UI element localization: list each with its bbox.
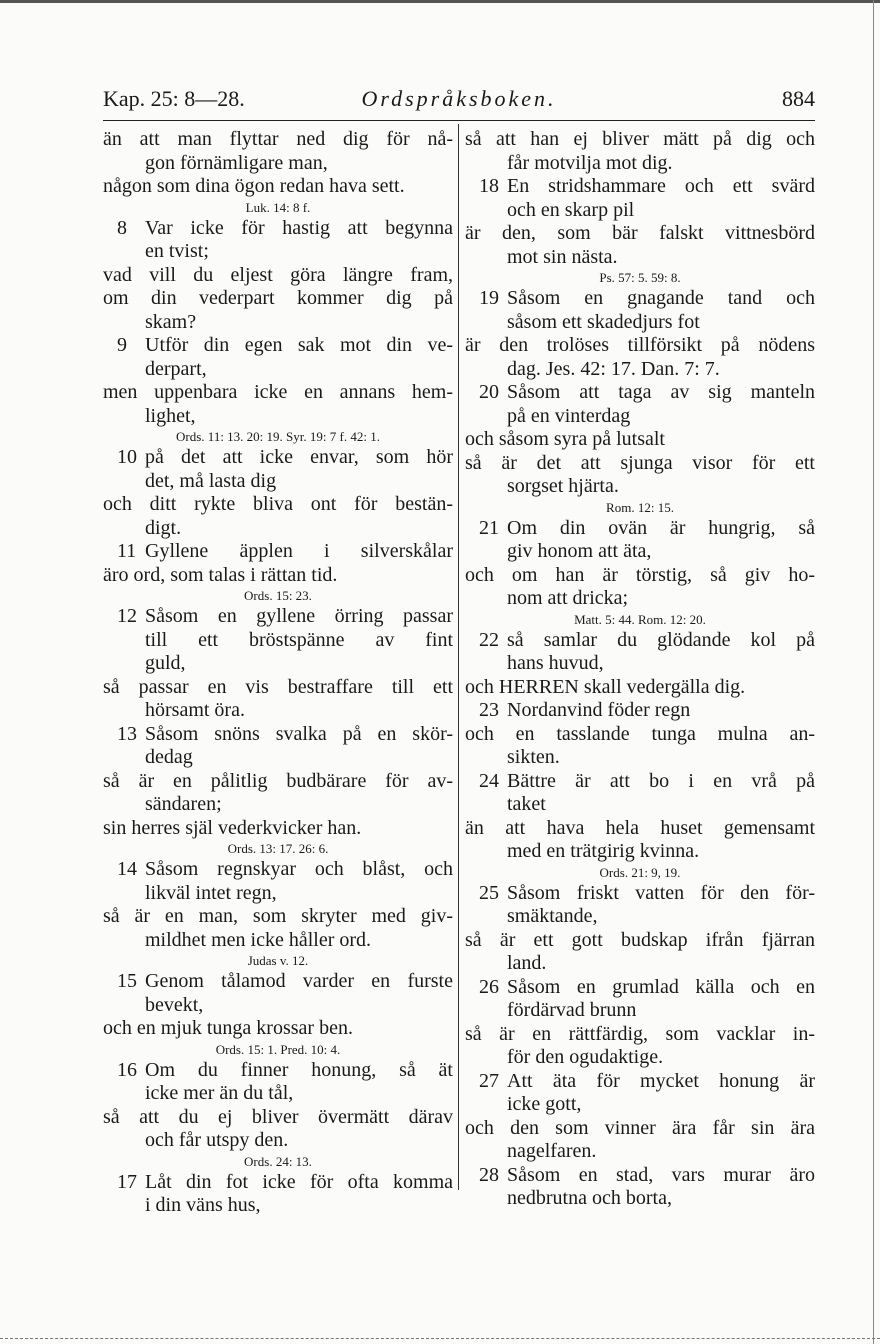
chapter-reference: Kap. 25: 8—28. (103, 86, 245, 111)
cross-reference: Matt. 5: 44. Rom. 12: 20. (574, 611, 706, 627)
cross-reference: Ords. 15: 1. Pred. 10: 4. (215, 1041, 341, 1057)
text-line (465, 540, 815, 564)
verse-number: 26 (479, 975, 499, 998)
line-text: gon förnämligare man, (145, 151, 328, 174)
verse-line (465, 1070, 815, 1094)
text-line (465, 475, 815, 499)
line-text: sorgset hjärta. (507, 475, 619, 497)
line-text: Låt din fot icke för ofta komma (145, 1170, 453, 1193)
header-rule (103, 120, 815, 121)
text-line (103, 652, 453, 676)
line-text: på det att icke envar, som hör (145, 446, 453, 468)
line-text: så samlar du glödande kol på (507, 628, 815, 651)
verse-line (465, 175, 815, 199)
line-text: smäktande, (507, 905, 598, 927)
line-text: det, må lasta dig (145, 469, 277, 492)
text-line (103, 676, 453, 700)
line-text: och en mjuk tunga krossar ben. (103, 1017, 353, 1039)
verse-line (103, 540, 453, 564)
line-text: sikten. (507, 746, 560, 768)
line-text: lighet, (145, 404, 196, 427)
page-bottom-edge (0, 1338, 880, 1340)
line-text: får motvilja mot dig. (507, 151, 673, 174)
line-text: Utför din egen sak mot din ve- (145, 334, 453, 356)
line-text: Såsom en stad, vars murar äro (507, 1163, 815, 1186)
text-line (465, 405, 815, 429)
verse-line (465, 770, 815, 794)
line-text: Gyllene äpplen i silverskålar (145, 540, 453, 562)
line-text: hörsamt öra. (145, 699, 245, 721)
line-text: Var icke för hastig att begynna (145, 216, 453, 239)
line-text: nedbrutna och borta, (507, 1187, 672, 1209)
verse-line (465, 882, 815, 906)
verse-number: 14 (117, 858, 137, 880)
text-line (103, 564, 453, 588)
text-line (465, 1046, 815, 1070)
line-text: så är det att sjunga visor för ett (465, 451, 815, 474)
line-text: dag. Jes. 42: 17. Dan. 7: 7. (507, 357, 720, 380)
cross-reference: Ords. 15: 23. (244, 588, 312, 603)
line-text: såsom ett skadedjurs fot (507, 310, 700, 333)
verse-line (465, 381, 815, 405)
line-text: till ett bröstspänne av fint (145, 628, 453, 651)
text-line (103, 1082, 453, 1106)
line-text: mildhet men icke håller ord. (145, 928, 372, 951)
text-line (465, 587, 815, 611)
verse-line (465, 976, 815, 1000)
line-text: och HERREN skall vedergälla dig. (465, 675, 746, 698)
line-text: derpart, (145, 357, 207, 380)
cross-reference: Judas v. 12. (247, 953, 309, 968)
text-line (465, 334, 815, 358)
line-text: och en tasslande tunga mulna an- (465, 722, 815, 745)
line-text: Om din ovän är hungrig, så (507, 516, 815, 539)
line-text: så är en rättfärdig, som vacklar in- (465, 1022, 815, 1045)
verse-number: 21 (479, 516, 499, 539)
line-text: sin herres själ vederkvicker han. (103, 816, 362, 839)
line-text: är den trolöses tillförsikt på nödens (465, 334, 815, 356)
line-text: Såsom friskt vatten för den för- (507, 881, 815, 904)
page-right-edge (873, 0, 874, 1344)
text-line (465, 905, 815, 929)
line-text: om din vederpart kommer dig på (103, 287, 453, 309)
text-line (103, 152, 453, 176)
verse-line (103, 1059, 453, 1083)
text-line (465, 222, 815, 246)
line-text: och den som vinner ära får sin ära (465, 1116, 815, 1139)
text-line (465, 929, 815, 953)
verse-number: 22 (479, 628, 499, 651)
line-text: för den ogudaktige. (507, 1046, 664, 1068)
text-line (103, 817, 453, 841)
line-text: land. (507, 952, 547, 974)
verse-number: 16 (117, 1058, 137, 1081)
verse-line (103, 1171, 453, 1195)
text-line (103, 358, 453, 382)
line-text: och såsom syra på lutsalt (465, 428, 665, 450)
verse-number: 27 (479, 1069, 499, 1092)
text-line (103, 311, 453, 335)
text-line (103, 994, 453, 1018)
text-line (465, 817, 815, 841)
line-text: med en trätgirig kvinna. (507, 840, 700, 862)
text-line (465, 128, 815, 152)
verse-number: 18 (479, 175, 499, 197)
text-line (103, 905, 453, 929)
text-line (103, 793, 453, 817)
verse-line (103, 217, 453, 241)
text-line (465, 311, 815, 335)
text-line (465, 564, 815, 588)
line-text: mot sin nästa. (507, 245, 618, 268)
verse-number: 20 (479, 381, 499, 403)
right-column (465, 128, 815, 1211)
text-line (103, 240, 453, 264)
line-text: så att du ej bliver övermätt därav (103, 1105, 453, 1128)
line-text: och en skarp pil (507, 198, 635, 221)
text-line (465, 952, 815, 976)
line-text: så passar en vis bestraffare till ett (103, 675, 453, 698)
text-line (103, 629, 453, 653)
line-text: och om han är törstig, så giv ho- (465, 563, 815, 586)
text-line (465, 999, 815, 1023)
text-line (465, 428, 815, 452)
line-text: är den, som bär falskt vittnesbörd (465, 222, 815, 244)
line-text: bevekt, (145, 993, 204, 1016)
line-text: Såsom att taga av sig manteln (507, 381, 815, 403)
line-text: nom att dricka; (507, 587, 629, 609)
line-text: taket (507, 793, 546, 815)
verse-line (103, 970, 453, 994)
verse-number: 15 (117, 970, 137, 992)
verse-number: 17 (117, 1170, 137, 1193)
line-text: någon som dina ögon redan hava sett. (103, 175, 405, 197)
text-line (103, 493, 453, 517)
verse-number: 25 (479, 881, 499, 904)
line-text: Genom tålamod varder en furste (145, 970, 453, 992)
text-line (103, 287, 453, 311)
line-text: hans huvud, (507, 652, 604, 674)
line-text: skam? (145, 310, 197, 333)
line-text: på en vinterdag (507, 404, 631, 427)
verse-number: 8 (117, 216, 127, 239)
cross-reference: Rom. 12: 15. (606, 499, 674, 515)
cross-reference: Ords. 24: 13. (244, 1153, 312, 1169)
line-text: dedag (145, 746, 193, 768)
line-text: fördärvad brunn (507, 999, 637, 1021)
text-line (465, 246, 815, 270)
cross-reference: Ps. 57: 5. 59: 8. (599, 270, 681, 285)
text-line (465, 199, 815, 223)
verse-line (103, 446, 453, 470)
line-text: icke mer än du tål, (145, 1082, 294, 1104)
text-line (103, 1106, 453, 1130)
verse-number: 24 (479, 769, 499, 792)
line-text: än att hava hela huset gemensamt (465, 816, 815, 839)
text-line (465, 746, 815, 770)
verse-number: 10 (117, 446, 137, 468)
line-text: icke gott, (507, 1093, 582, 1115)
line-text: en tvist; (145, 240, 209, 262)
line-text: giv honom att äta, (507, 540, 652, 562)
verse-line (103, 334, 453, 358)
text-line (103, 1129, 453, 1153)
line-text: Bättre är att bo i en vrå på (507, 769, 815, 792)
line-text: och får utspy den. (145, 1129, 289, 1151)
line-text: men uppenbara icke en annans hem- (103, 381, 453, 403)
line-text: Såsom en gyllene örring passar (145, 605, 453, 627)
line-text: så är en man, som skryter med giv- (103, 905, 453, 927)
verse-line (465, 1164, 815, 1188)
verse-line (465, 699, 815, 723)
text-line (103, 770, 453, 794)
text-line (103, 175, 453, 199)
line-text: så att han ej bliver mätt på dig och (465, 128, 815, 150)
line-text: nagelfaren. (507, 1140, 597, 1162)
text-line (465, 1140, 815, 1164)
text-line (465, 793, 815, 817)
line-text: sändaren; (145, 793, 222, 815)
line-text: Att äta för mycket honung är (507, 1069, 815, 1092)
text-line (465, 676, 815, 700)
running-header (103, 86, 815, 120)
line-text: än att man flyttar ned dig för nå- (103, 128, 453, 150)
text-line (103, 929, 453, 953)
cross-reference: Luk. 14: 8 f. (245, 199, 311, 215)
page-number: 884 (782, 86, 815, 111)
line-text: så är en pålitlig budbärare för av- (103, 769, 453, 792)
text-line (103, 381, 453, 405)
line-text: och ditt rykte bliva ont för bestän- (103, 493, 453, 515)
line-text: Nordanvind föder regn (507, 699, 691, 721)
text-line (465, 840, 815, 864)
verse-line (103, 605, 453, 629)
verse-line (103, 723, 453, 747)
verse-number: 9 (117, 334, 127, 356)
left-column (103, 128, 453, 1218)
text-line (103, 405, 453, 429)
text-line (103, 1017, 453, 1041)
text-line (103, 128, 453, 152)
line-text: digt. (145, 516, 182, 539)
verse-number: 28 (479, 1163, 499, 1186)
verse-number: 19 (479, 287, 499, 309)
text-line (465, 1117, 815, 1141)
cross-reference: Ords. 21: 9, 19. (599, 864, 681, 880)
verse-number: 12 (117, 605, 137, 627)
line-text: En stridshammare och ett svärd (507, 175, 815, 197)
line-text: Såsom en grumlad källa och en (507, 975, 815, 998)
text-line (103, 882, 453, 906)
line-text: i din väns hus, (145, 1194, 261, 1216)
text-line (465, 1187, 815, 1211)
page-top-edge (0, 0, 880, 3)
verse-line (103, 858, 453, 882)
text-line (103, 746, 453, 770)
text-line (465, 358, 815, 382)
verse-line (465, 517, 815, 541)
verse-number: 13 (117, 722, 137, 745)
text-line (465, 1093, 815, 1117)
line-text: äro ord, som talas i rättan tid. (103, 563, 338, 586)
line-text: Såsom regnskyar och blåst, och (145, 858, 453, 880)
column-divider (458, 124, 459, 1190)
text-line (103, 699, 453, 723)
text-line (103, 264, 453, 288)
verse-line (465, 287, 815, 311)
line-text: likväl intet regn, (145, 881, 277, 904)
cross-reference: Ords. 11: 13. 20: 19. Syr. 19: 7 f. 42: 1. (176, 429, 380, 444)
text-line (465, 652, 815, 676)
book-title: Ordspråksboken. (361, 86, 557, 111)
line-text: så är ett gott budskap ifrån fjärran (465, 928, 815, 951)
text-line (103, 470, 453, 494)
verse-number: 23 (479, 699, 499, 721)
line-text: Såsom en gnagande tand och (507, 287, 815, 309)
text-line (103, 1194, 453, 1218)
text-line (103, 517, 453, 541)
text-line (465, 723, 815, 747)
verse-line (465, 629, 815, 653)
text-line (465, 452, 815, 476)
text-line (465, 1023, 815, 1047)
line-text: guld, (145, 652, 186, 674)
line-text: vad vill du eljest göra längre fram, (103, 263, 453, 286)
cross-reference: Ords. 13: 17. 26: 6. (227, 841, 329, 856)
text-line (465, 152, 815, 176)
line-text: Om du finner honung, så ät (145, 1058, 453, 1081)
line-text: Såsom snöns svalka på en skör- (145, 722, 453, 745)
verse-number: 11 (117, 540, 137, 562)
